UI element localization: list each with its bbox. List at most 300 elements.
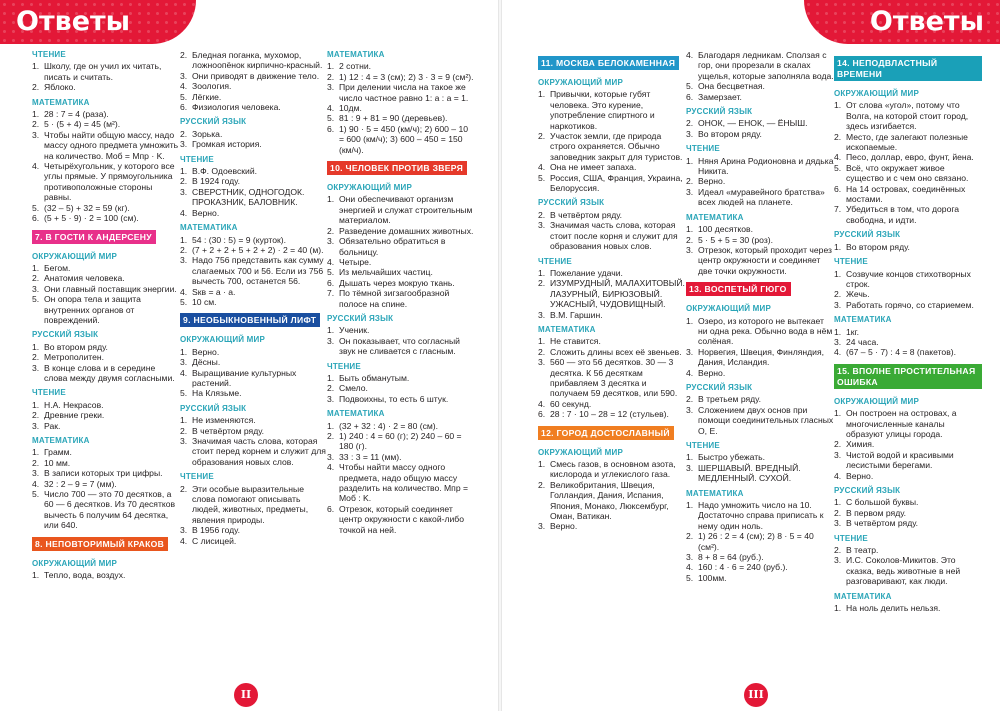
answer-number: 3. (327, 236, 335, 247)
answer-text: Бледная поганка, мухомор, ложноопёнок кирпично-красный. (192, 50, 323, 71)
answer-number: 2. (327, 225, 335, 236)
page-number-left: II (234, 683, 258, 707)
answer-item (686, 573, 834, 583)
answer-number: 4. (834, 470, 842, 481)
answer-item (32, 489, 180, 531)
answer-item (686, 156, 834, 177)
answer-text: Смесь газов, в основном азота, кислорода и углекислого газа. (550, 459, 676, 480)
answer-number: 1. (834, 100, 842, 111)
answer-number: 2. (538, 131, 546, 142)
answer-text: ИЗУМРУДНЫЙ, МАЛАХИТОВЫЙ. ЛАЗУРНЫЙ, БИРЮЗОВЫЙ. УЖАСНЫЙ, ЧУДОВИЩНЫЙ. (550, 278, 685, 310)
answer-text: Идеал «муравейного братства» всех людей на планете. (698, 186, 825, 208)
answer-item (834, 242, 982, 252)
answer-text: Бегом. (44, 262, 71, 273)
answer-text: Зорька. (192, 128, 223, 139)
answer-text: Верно. (192, 346, 220, 357)
answer-list (834, 100, 982, 225)
answer-number: 3. (180, 436, 188, 446)
answer-number: 6. (538, 409, 546, 420)
answer-text: 160 : 4 · 6 = 240 (руб.). (698, 562, 788, 573)
answer-number: 4. (538, 162, 546, 173)
answer-item (180, 92, 328, 102)
answer-number: 4. (686, 562, 694, 573)
answer-number: 4. (327, 256, 335, 267)
answers-column-6 (834, 50, 982, 613)
answer-item (327, 124, 475, 155)
answer-text: ШЕРШАВЫЙ. ВРЕДНЫЙ. МЕДЛЕННЫЙ. СУХОЙ. (698, 462, 801, 484)
answer-number: 6. (327, 123, 335, 134)
answer-item (686, 531, 834, 552)
answer-item (32, 284, 180, 294)
answer-number: 2. (538, 346, 546, 357)
answer-number: 6. (327, 277, 335, 288)
answer-number: 3. (538, 220, 546, 231)
answer-number: 6. (327, 503, 335, 514)
answer-item (538, 210, 686, 220)
answer-item (538, 162, 686, 172)
answer-text: Не ставится. (550, 336, 601, 347)
answer-text: Яблоко. (44, 82, 76, 93)
subject-heading: ЧТЕНИЕ (834, 257, 868, 267)
answer-number: 1. (32, 570, 40, 581)
answer-text: Они приводят в движение тело. (192, 70, 320, 81)
answer-number: 1. (834, 603, 842, 614)
answer-item (686, 452, 834, 462)
answer-text: Эти особые выразительные слова помогают описывать людей, животных, предметы, явления природы. (192, 483, 309, 525)
answer-text: Метрополитен. (44, 352, 105, 363)
answer-number: 7. (327, 288, 335, 299)
subject-heading: РУССКИЙ ЯЗЫК (180, 403, 247, 413)
answer-text: Зоология. (192, 81, 232, 92)
answer-list (327, 373, 475, 404)
answer-text: Великобритания, Швеция, Голландия, Дания, Испания, Япония, Монако, Люксембург, Оман, Ватикан. (550, 479, 669, 522)
answer-number: 4. (538, 398, 546, 409)
answer-text: 33 : 3 = 11 (мм). (339, 451, 402, 462)
answer-item (32, 273, 180, 283)
answer-list (327, 61, 475, 155)
answer-item (538, 89, 686, 131)
answer-item (327, 336, 475, 357)
answer-number: 4. (686, 50, 694, 60)
answer-number: 3. (327, 393, 335, 404)
answer-number: 3. (834, 555, 842, 566)
answer-number: 3. (538, 309, 546, 320)
answer-number: 1. (180, 166, 188, 177)
answer-text: В.М. Гаршин. (550, 309, 603, 320)
answer-number: 6. (180, 102, 188, 113)
answer-number: 4. (834, 152, 842, 163)
answer-number: 1. (180, 415, 188, 426)
answer-number: 3. (180, 525, 188, 536)
answer-item (686, 245, 834, 276)
answer-text: Дёсны. (192, 357, 221, 368)
answer-number: 2. (180, 176, 188, 187)
answer-text: Жечь. (846, 289, 870, 300)
answer-text: Во втором ряду. (44, 341, 108, 352)
answer-item (538, 409, 686, 419)
answer-text: 10 см. (192, 296, 217, 307)
subject-heading: РУССКИЙ ЯЗЫК (32, 330, 99, 340)
section-heading: 11. МОСКВА БЕЛОКАМЕННАЯ (538, 56, 679, 70)
answer-list (180, 235, 328, 308)
answer-text: Школу, где он учил их читать, писать и считать. (44, 61, 162, 82)
answer-item (834, 289, 982, 299)
subject-heading: РУССКИЙ ЯЗЫК (327, 313, 394, 323)
answer-number: 2. (327, 431, 335, 441)
answer-item (180, 525, 328, 535)
answer-list (32, 61, 180, 92)
subject-heading: ЧТЕНИЕ (686, 441, 720, 450)
answer-number: 1. (834, 326, 842, 337)
answer-item (327, 61, 475, 71)
answer-text: И.С. Соколов-Микитов. Это сказка, ведь животные в ней разговаривают, как люди. (846, 555, 961, 587)
answer-text: 100 десятков. (698, 224, 753, 235)
answer-text: 28 : 7 · 10 – 28 = 12 (стульев). (550, 409, 669, 420)
answer-number: 5. (180, 296, 188, 307)
answer-list (538, 336, 686, 419)
answer-number: 3. (180, 186, 188, 197)
answer-item (327, 373, 475, 383)
answer-list (686, 316, 834, 378)
answer-number: 1. (327, 325, 335, 336)
answer-number: 1. (327, 194, 335, 205)
answer-text: В 1924 году. (192, 176, 240, 187)
answer-number: 5. (538, 172, 546, 183)
answer-number: 3. (327, 451, 335, 462)
answer-number: 3. (686, 552, 694, 563)
answer-item (180, 255, 328, 286)
answer-number: 2. (686, 234, 694, 245)
answer-text: Она не имеет запаха. (550, 162, 637, 173)
answer-number: 4. (180, 367, 188, 378)
answer-number: 1. (834, 241, 842, 252)
answer-number: 3. (180, 70, 188, 81)
answer-text: Привычки, которые губят человека. Это курение, употребление спиртного и наркотиков. (550, 89, 655, 131)
subject-heading: МАТЕМАТИКА (686, 212, 744, 222)
answer-item (180, 415, 328, 425)
answer-number: 3. (32, 283, 40, 294)
answer-list (686, 452, 834, 483)
answer-text: Она бесцветная. (698, 81, 765, 92)
answer-text: Пожелание удачи. (550, 267, 623, 278)
answer-number: 5. (32, 202, 40, 213)
answer-number: 2. (180, 425, 188, 436)
answer-item (32, 352, 180, 362)
subject-heading: ОКРУЖАЮЩИЙ МИР (538, 447, 623, 457)
answer-list (834, 269, 982, 311)
page-number-right: III (744, 683, 768, 707)
answer-number: 1. (834, 268, 842, 279)
answer-item (834, 204, 982, 225)
answer-item (32, 421, 180, 431)
answer-text: Верно. (192, 207, 220, 218)
answers-column-2 (180, 50, 328, 546)
answer-number: 2. (180, 244, 188, 255)
answer-item (180, 187, 328, 208)
answer-item (32, 400, 180, 410)
subject-heading: МАТЕМАТИКА (180, 223, 238, 233)
answer-text: Анатомия человека. (44, 273, 125, 284)
answer-list (538, 210, 686, 252)
answer-list (538, 89, 686, 193)
answer-item (32, 342, 180, 352)
answer-item (834, 347, 982, 357)
subject-heading: РУССКИЙ ЯЗЫК (686, 382, 753, 392)
answer-text: Благодаря ледникам. Сползая с гор, они прорезали в скалах ущелья, которые заполняла вода. (698, 50, 834, 81)
answer-item (686, 92, 834, 102)
answer-number: 5. (686, 572, 694, 583)
answer-item (180, 129, 328, 139)
answer-number: 3. (686, 186, 694, 197)
answer-text: В четвёртом ряду. (550, 209, 623, 220)
answer-item (686, 347, 834, 368)
answer-list (834, 545, 982, 587)
answers-column-5 (686, 50, 834, 583)
answer-number: 1. (180, 234, 188, 245)
answer-item (327, 504, 475, 535)
answer-text: Четыре. (339, 256, 372, 267)
answer-text: Разведение домашних животных. (339, 225, 474, 236)
answer-text: (7 + 2 + 2 + 5 + 2 + 2) · 2 = 40 (м). (192, 244, 324, 255)
answer-list (834, 327, 982, 358)
answer-text: Норвегия, Швеция, Финляндия, Дания, Исландия. (698, 346, 825, 368)
answer-item (686, 405, 834, 436)
answer-number: 2. (834, 507, 842, 518)
answer-number: 3. (180, 255, 188, 266)
answer-text: Ученик. (339, 325, 370, 336)
answer-text: Сложением двух основ при помощи соединительных гласных О, Е. (698, 404, 834, 436)
answer-number: 5. (327, 267, 335, 278)
answer-number: 1. (686, 224, 694, 235)
answer-text: 60 секунд. (550, 398, 592, 409)
answer-number: 2. (686, 176, 694, 187)
answer-number: 3. (538, 357, 546, 368)
answer-item (32, 61, 180, 82)
answer-item (180, 245, 328, 255)
answer-item (834, 518, 982, 528)
answer-list (538, 459, 686, 532)
answer-text: Озеро, из которого не вытекает ни одна река. Обычно вода в нём солёная. (698, 315, 833, 347)
answer-text: Верно. (698, 176, 726, 187)
answer-list (180, 484, 328, 546)
section-heading: 13. ВОСПЕТЫЙ ГЮГО (686, 282, 791, 296)
answer-list (834, 497, 982, 528)
answer-item (538, 459, 686, 480)
answer-text: 560 — это 56 десятков. 30 — 3 десятка. К 56 десяткам прибавляем 3 десятка и получаем 59 десятков, или 590. (550, 357, 678, 399)
answer-number: 1. (327, 420, 335, 431)
answer-item (180, 102, 328, 112)
answer-item (686, 118, 834, 128)
section-heading: 8. НЕПОВТОРИМЫЙ КРАКОВ (32, 537, 168, 551)
answer-text: В первом ряду. (846, 507, 907, 518)
answer-list (686, 156, 834, 208)
answer-number: 2. (686, 531, 694, 542)
answer-list (32, 109, 180, 223)
subject-heading: ЧТЕНИЕ (32, 50, 66, 59)
answer-number: 1. (538, 267, 546, 278)
answer-text: Обязательно обратиться в больницу. (339, 236, 446, 257)
answer-text: СВЕРСТНИК, ОДНОГОДОК. ПРОКАЗНИК, БАЛОВНИК. (192, 186, 305, 208)
subject-heading: РУССКИЙ ЯЗЫК (686, 107, 753, 117)
answer-item (686, 316, 834, 347)
left-page-title: Ответы (0, 0, 196, 44)
answer-item (180, 484, 328, 526)
answer-number: 5. (32, 294, 40, 305)
subject-heading: ОКРУЖАЮЩИЙ МИР (32, 558, 117, 568)
answer-number: 2. (538, 278, 546, 289)
answer-text: От слова «угол», потому что Волга, на которой стоит город, здесь изгибается. (846, 100, 969, 132)
answer-text: Из мельчайших частиц. (339, 267, 433, 278)
answer-item (32, 82, 180, 92)
answer-text: Физиология человека. (192, 102, 281, 113)
answer-number: 3. (686, 128, 694, 139)
answer-text: Подвоихны, то есть 6 штук. (339, 393, 449, 404)
answer-item (327, 236, 475, 257)
answer-text: Во втором ряду. (698, 128, 762, 139)
answer-number: 3. (834, 336, 842, 347)
answer-number: 2. (32, 82, 40, 93)
answer-number: 4. (180, 535, 188, 546)
answer-list (180, 50, 328, 112)
answer-text: Химия. (846, 439, 875, 450)
answer-list (538, 268, 686, 320)
answer-item (180, 50, 328, 71)
answer-item (538, 173, 686, 194)
answer-number: 1. (834, 497, 842, 508)
answer-item (180, 166, 328, 176)
answer-text: Число 700 — это 70 десятков, а 60 — 6 десятков. Из 70 десятков вычесть 6 получим 64 десятка, или 640. (44, 489, 176, 531)
answer-text: Отрезок, который соединяет центр окружности с какой-либо точкой на ней. (339, 503, 464, 535)
answer-item (180, 208, 328, 218)
answer-text: 1) 12 : 4 = 3 (см); 2) 3 · 3 = 9 (см²). (339, 71, 474, 82)
subject-heading: ЧТЕНИЕ (180, 472, 214, 482)
answer-item (538, 268, 686, 278)
answer-text: Значимая часть слова, которая стоит после корня и служит для образования новых слов. (550, 220, 678, 252)
answer-number: 2. (834, 289, 842, 300)
answer-text: 1) 26 : 2 = 4 (см); 2) 8 · 5 = 40 (см²). (698, 531, 814, 552)
subject-heading: ЧТЕНИЕ (834, 533, 868, 543)
answer-item (32, 161, 180, 203)
subject-heading: МАТЕМАТИКА (327, 50, 385, 59)
answer-number: 2. (32, 273, 40, 284)
answer-text: Быть обманутым. (339, 372, 410, 383)
subject-heading: ОКРУЖАЮЩИЙ МИР (538, 78, 623, 87)
answer-list (32, 342, 180, 384)
answer-number: 2. (538, 209, 546, 220)
subject-heading: МАТЕМАТИКА (538, 324, 596, 334)
answer-text: Няня Арина Родионовна и дядька Никита. (698, 155, 834, 177)
answer-number: 4. (180, 81, 188, 92)
answer-number: 3. (834, 299, 842, 310)
subject-heading: МАТЕМАТИКА (32, 97, 90, 107)
answer-number: 1. (686, 155, 694, 166)
answer-item (327, 257, 475, 267)
answer-list (834, 408, 982, 481)
answer-item (834, 603, 982, 613)
answer-number: 3. (180, 357, 188, 368)
answer-list (32, 570, 180, 580)
answer-text: В четвёртом ряду. (192, 425, 265, 436)
subject-heading: РУССКИЙ ЯЗЫК (834, 486, 901, 495)
answer-number: 5. (686, 81, 694, 92)
answer-number: 2. (32, 119, 40, 130)
answer-item (327, 462, 475, 504)
answer-item (180, 287, 328, 297)
answer-number: 2. (538, 479, 546, 490)
answer-text: На 14 островах, соединённых мостами. (846, 183, 966, 205)
answer-number: 1. (538, 459, 546, 469)
answer-list (180, 415, 328, 467)
subject-heading: ЧТЕНИЕ (32, 388, 66, 398)
answer-item (538, 521, 686, 531)
answer-item (327, 103, 475, 113)
answer-item (32, 263, 180, 273)
answer-item (686, 224, 834, 234)
answer-item (180, 297, 328, 307)
answer-text: Надо умножить число на 10. Достаточно справа приписать к нему один ноль. (698, 500, 824, 531)
page-fold-divider (498, 0, 502, 711)
answer-text: На ноль делить нельзя. (846, 603, 941, 614)
answer-item (538, 347, 686, 357)
answer-item (32, 447, 180, 457)
answer-text: Работать горячо, со стариемем. (846, 299, 974, 310)
answer-text: 5 · 5 + 5 = 30 (роз). (698, 234, 774, 245)
answer-number: 2. (32, 352, 40, 363)
answer-list (686, 224, 834, 276)
answer-item (180, 71, 328, 81)
answer-item (686, 235, 834, 245)
answer-text: Сложить длины всех её звеньев. (550, 346, 682, 357)
answer-text: Н.А. Некрасов. (44, 399, 104, 410)
answer-text: ОНОК, — ЕНОК, — ЁНЫШ. (698, 118, 808, 129)
answer-number: 5. (180, 388, 188, 399)
answer-item (327, 267, 475, 277)
answer-text: Смело. (339, 383, 368, 394)
answer-number: 4. (686, 367, 694, 378)
answer-text: 10дм. (339, 103, 362, 114)
answer-item (538, 278, 686, 309)
answer-item (327, 72, 475, 82)
answer-number: 4. (834, 347, 842, 358)
answer-item (686, 187, 834, 208)
answer-item (538, 220, 686, 251)
answer-item (327, 421, 475, 431)
answer-number: 1. (686, 315, 694, 326)
answer-text: 5 · (5 + 4) = 45 (м²). (44, 119, 121, 130)
answer-item (32, 410, 180, 420)
answer-text: Россия, США, Франция, Украина, Белоруссия. (550, 172, 683, 194)
answer-number: 3. (180, 139, 188, 150)
answer-text: Чтобы найти общую массу, надо массу одного предмета умножить на количество. Mоб = Mпр · K. (44, 129, 179, 161)
answer-item (834, 152, 982, 162)
answer-number: 4. (180, 286, 188, 297)
answer-item (32, 119, 180, 129)
answer-list (32, 447, 180, 530)
answer-item (686, 81, 834, 91)
answers-column-1 (32, 50, 180, 580)
section-heading: 7. В ГОСТИ К АНДЕРСЕНУ (32, 230, 156, 244)
answer-item (834, 545, 982, 555)
answer-text: Верно. (698, 367, 726, 378)
subject-heading: ЧТЕНИЕ (538, 256, 572, 266)
subject-heading: РУССКИЙ ЯЗЫК (834, 230, 901, 240)
answer-text: 1) 240 : 4 = 60 (г); 2) 240 – 60 = 180 (г). (339, 431, 462, 452)
answer-text: Верно. (846, 470, 874, 481)
answer-number: 2. (180, 50, 188, 60)
answer-text: В конце слова и в середине слова между двумя согласными. (44, 362, 175, 383)
answer-item (538, 480, 686, 522)
answer-item (32, 213, 180, 223)
